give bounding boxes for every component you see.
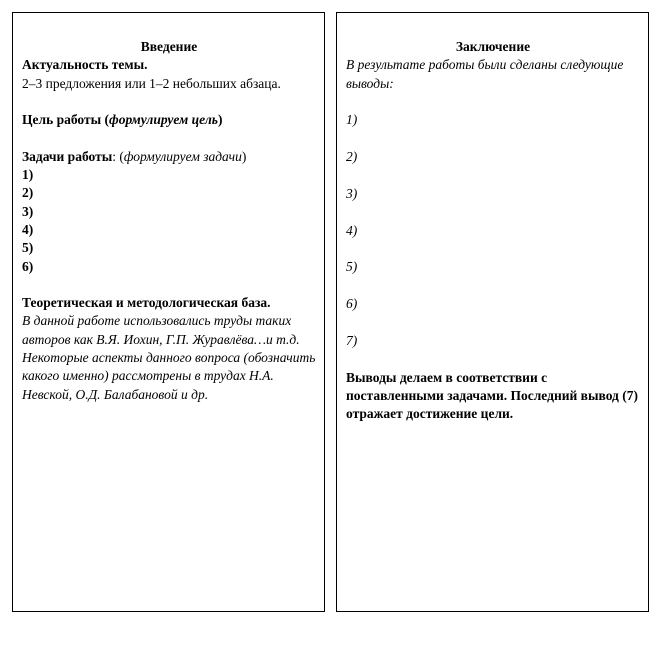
conclusion-panel bbox=[336, 12, 649, 612]
task-item: 2) bbox=[22, 185, 34, 201]
task-item: 1) bbox=[22, 167, 34, 183]
conclusion-intro: В результате работы были сделаны следующие выводы: bbox=[346, 57, 624, 91]
goal-label: Цель работы bbox=[22, 112, 102, 128]
tasks-hint: формулируем задачи bbox=[123, 148, 242, 164]
conclusion-item: 1) bbox=[346, 112, 358, 128]
conclusion-item: 6) bbox=[346, 296, 358, 312]
task-item: 4) bbox=[22, 221, 34, 237]
goal-hint: формулируем цель bbox=[109, 112, 218, 128]
conclusion-title: Заключение bbox=[455, 39, 531, 54]
conclusion-summary: Выводы делаем в соответствии с поставленными задачами. Последний вывод (7) отражает достижение цели. bbox=[346, 369, 638, 422]
conclusion-item: 7) bbox=[346, 332, 358, 348]
base-heading: Теоретическая и методологическая база. bbox=[22, 295, 271, 311]
introduction-content bbox=[22, 38, 316, 404]
conclusion-item: 5) bbox=[346, 259, 358, 275]
base-text-authors: В данной работе использовались труды таких авторов как В.Я. Иохин, Г.П. Журавлёва…и т.д. bbox=[22, 313, 300, 347]
base-text-aspects: Некоторые аспекты данного вопроса (обозначить какого именно) рассмотрены в трудах Н.А. Невской, О.Д. Балабановой и др. bbox=[22, 350, 316, 402]
task-item: 3) bbox=[22, 203, 34, 219]
introduction-title: Введение bbox=[140, 39, 198, 54]
conclusion-content bbox=[346, 38, 640, 424]
conclusion-item: 2) bbox=[346, 148, 358, 164]
tasks-label: Задачи работы bbox=[22, 148, 113, 164]
task-item: 5) bbox=[22, 240, 34, 256]
task-item: 6) bbox=[22, 258, 34, 274]
conclusion-item: 4) bbox=[346, 222, 358, 238]
introduction-panel bbox=[12, 12, 325, 612]
goal-line: Цель работы (формулируем цель) bbox=[22, 112, 223, 128]
relevance-heading: Актуальность темы. bbox=[22, 57, 148, 73]
conclusion-item: 3) bbox=[346, 185, 358, 201]
relevance-text: 2–3 предложения или 1–2 небольших абзаца. bbox=[22, 75, 281, 91]
tasks-line: Задачи работы: (формулируем задачи) bbox=[22, 148, 247, 164]
